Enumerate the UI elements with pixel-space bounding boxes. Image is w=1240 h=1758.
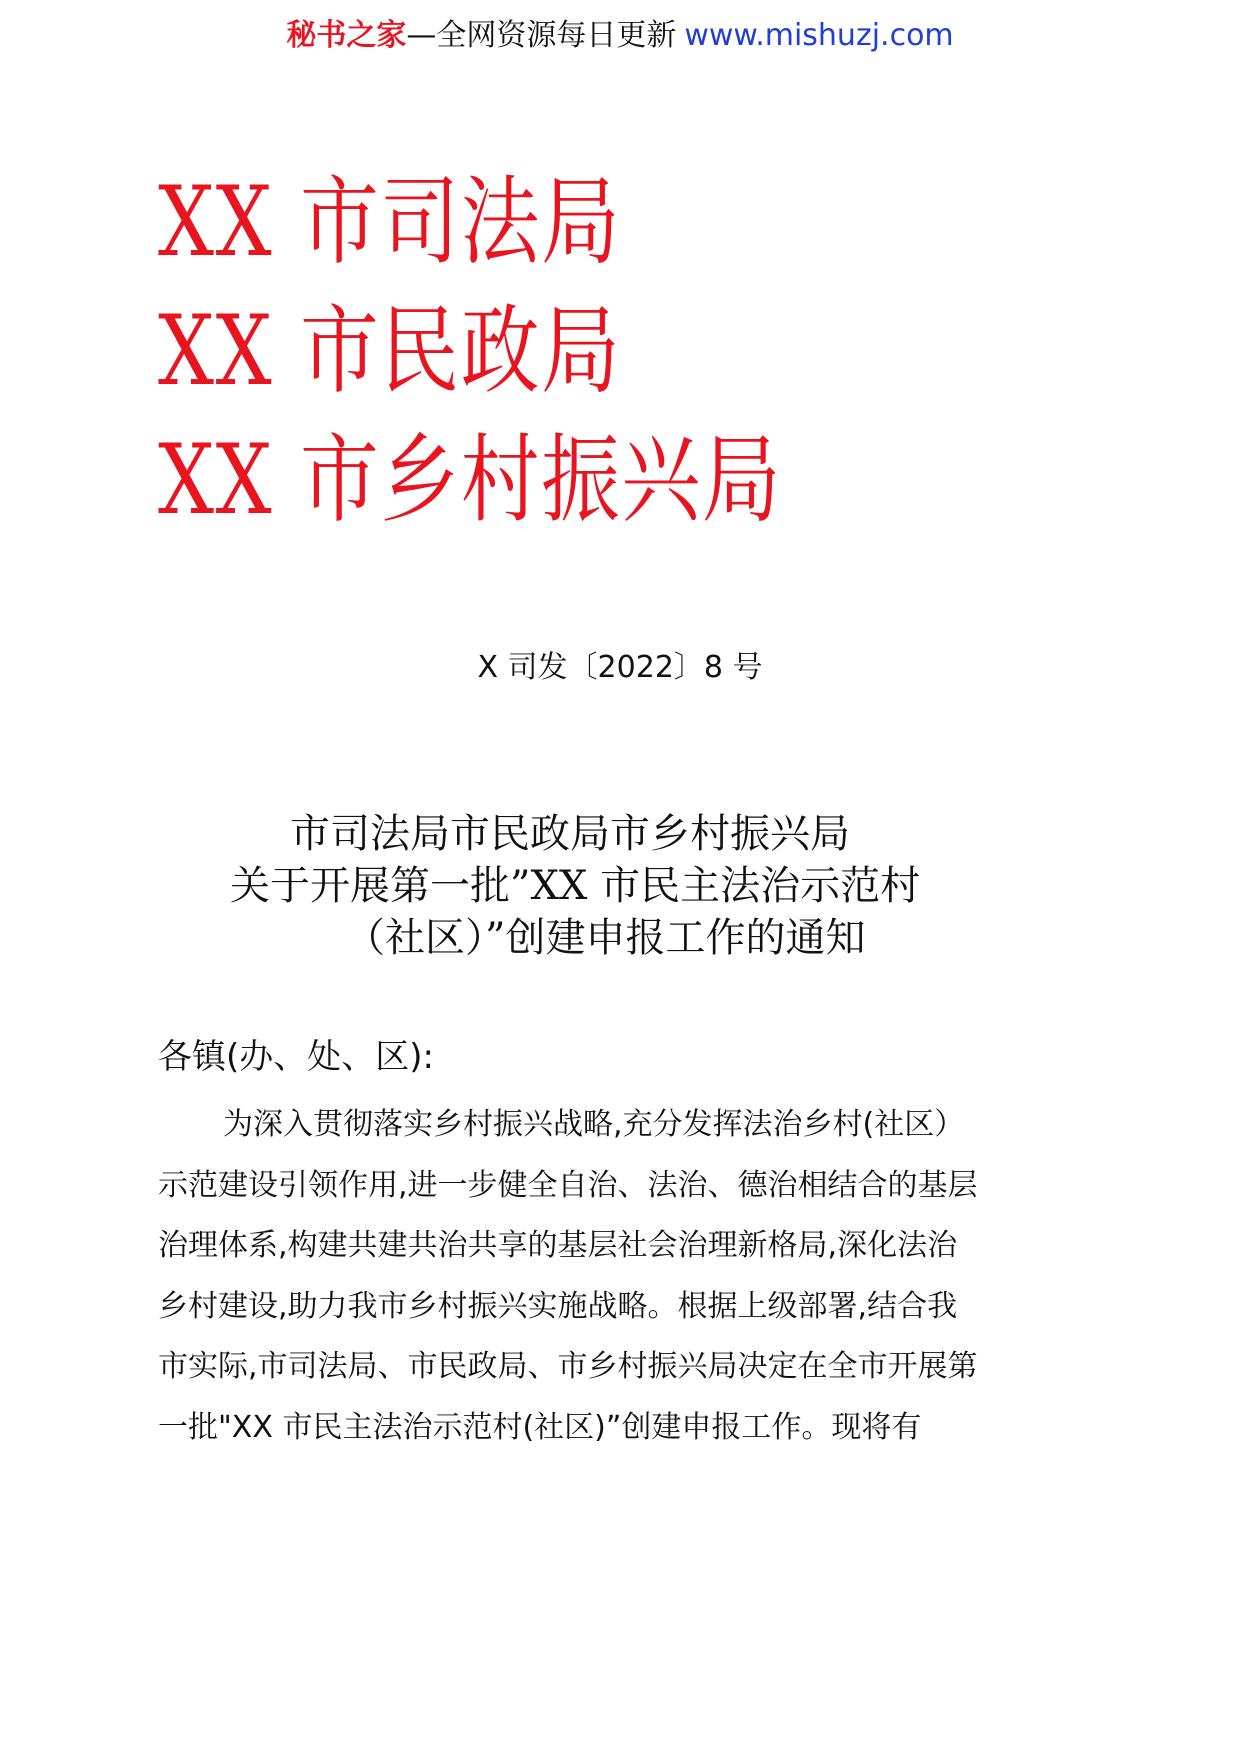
body-line-4: 乡村建设,助力我市乡村振兴实施战略。根据上级部署,结合我 (158, 1288, 958, 1324)
document-number: X 司发〔2022〕8 号 (477, 650, 763, 685)
site-brand: 秘书之家 (286, 18, 407, 53)
body-line-5: 市实际,市司法局、市民政局、市乡村振兴局决定在全市开展第 (158, 1349, 978, 1385)
site-banner (0, 14, 1240, 58)
body-line-6: 一批"XX 市民主法治示范村(社区)”创建申报工作。现将有 (158, 1409, 922, 1445)
body-line-2: 示范建设引领作用,进一步健全自治、法治、德治相结合的基层 (158, 1167, 978, 1203)
body-paragraph (158, 1095, 1088, 1459)
issuer-rural-revitalization-bureau: XX 市乡村振兴局 (158, 424, 783, 536)
body-line-3: 治理体系,构建共建共治共享的基层社会治理新格局,深化法治 (158, 1228, 958, 1264)
title-line-2: 关于开展第一批”XX 市民主法治示范村 (230, 863, 921, 909)
title-line-3: （社区）”创建申报工作的通知 (345, 915, 866, 961)
title-line-1: 市司法局市民政局市乡村振兴局 (290, 811, 850, 857)
salutation: 各镇(办、处、区): (158, 1037, 434, 1077)
body-line-1: 为深入贯彻落实乡村振兴战略,充分发挥法治乡村(社区） (223, 1107, 965, 1142)
issuer-civil-affairs-bureau: XX 市民政局 (158, 295, 622, 407)
site-url-link[interactable]: www.mishuzj.com (684, 18, 954, 53)
document-title (0, 808, 1240, 964)
site-tagline: —全网资源每日更新 (406, 18, 677, 53)
issuer-judicial-bureau: XX 市司法局 (158, 166, 622, 278)
issuing-authorities-header (158, 158, 1138, 545)
